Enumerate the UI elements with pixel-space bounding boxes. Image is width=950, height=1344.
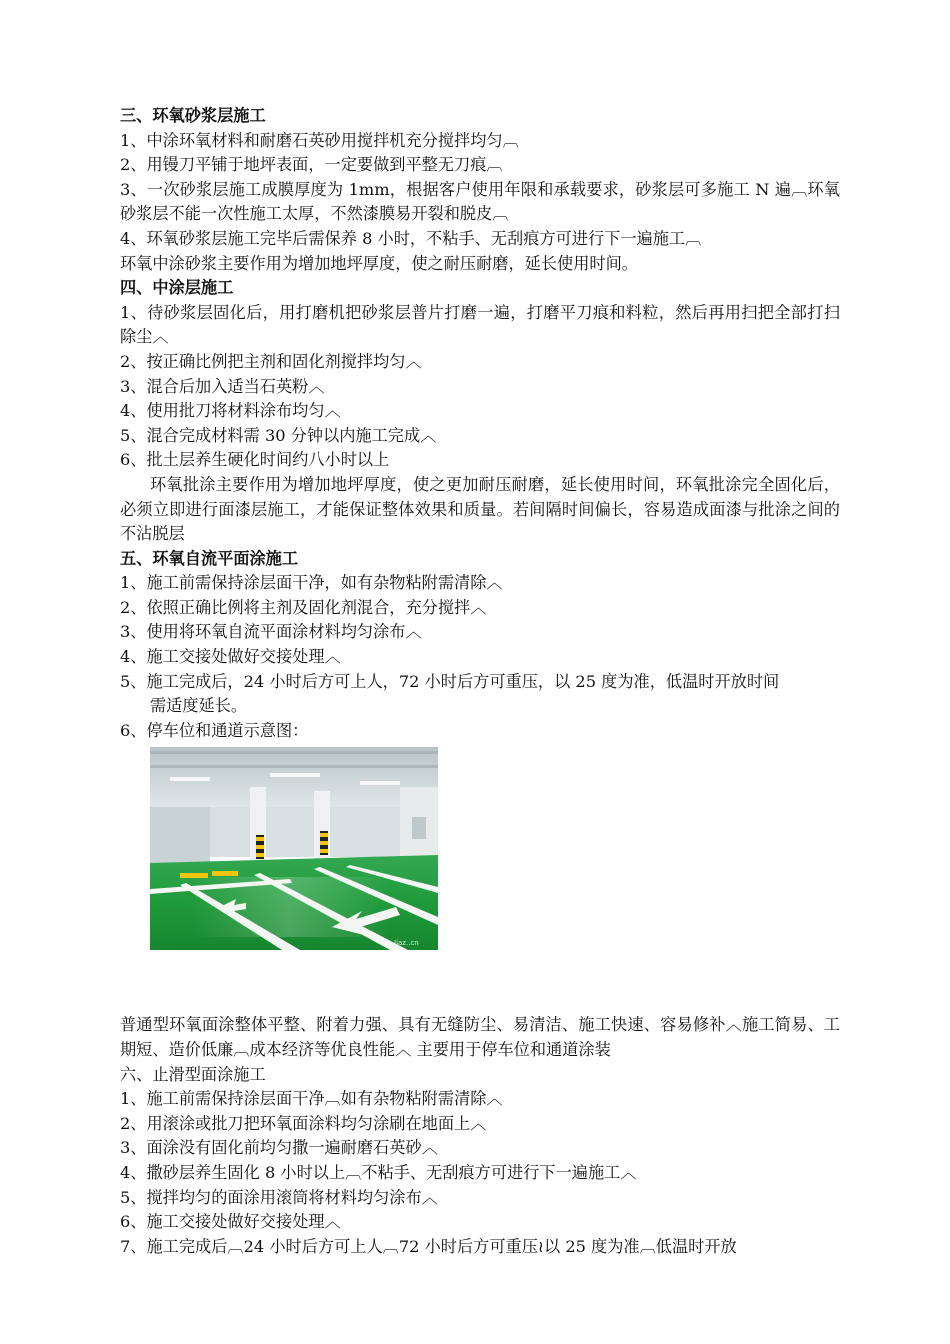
section-3-note: 环氧中涂砂浆主要作用为增加地坪厚度，使之耐压耐磨，延长使用时间。	[120, 253, 638, 273]
section-3-item-1: 1、中涂环氧材料和耐磨石英砂用搅拌机充分搅拌均匀︹	[120, 130, 519, 150]
section-3-item-2: 2、用镘刀平铺于地坪表面，一定要做到平整无刀痕︹	[120, 155, 503, 175]
section-5-item-6: 6、停车位和通道示意图：	[120, 720, 309, 740]
parking-photo-block	[120, 743, 840, 1013]
section-5-item-4: 4、施工交接处做好交接处理︿	[120, 647, 341, 667]
section-4-title: 四、中涂层施工	[120, 278, 234, 298]
section-4-item-6: 6、批土层养生硬化时间约八小时以上	[120, 450, 390, 470]
section-5-title: 五、环氧自流平面涂施工	[120, 548, 299, 568]
section-4-item-1: 1、待砂浆层固化后，用打磨机把砂浆层普片打磨一遍，打磨平刀痕和料粒，然后再用扫把全部打扫除尘︿	[120, 302, 840, 347]
section-6-title: 六、止滑型面涂施工	[120, 1064, 266, 1084]
section-5-item-5-continued: 需适度延长。	[150, 696, 248, 716]
section-6-item-5: 5、搅拌均匀的面涂用滚筒将材料均匀涂布︿	[120, 1187, 438, 1207]
section-6-item-2: 2、用滚涂或批刀把环氧面涂料均匀涂刷在地面上︿	[120, 1113, 487, 1133]
parking-garage-photo	[150, 747, 438, 950]
section-6-item-6: 6、施工交接处做好交接处理︿	[120, 1212, 341, 1232]
section-5-item-3: 3、使用将环氧自流平面涂材料均匀涂布︿	[120, 622, 422, 642]
photo-watermark: Jiaz..cn	[394, 939, 419, 948]
section-3-title: 三、环氧砂浆层施工	[120, 106, 266, 125]
section-6-item-7: 7、施工完成后︹24 小时后方可上人︹72 小时后方可重压≀以 25 度为准︹低温时开放	[120, 1236, 737, 1256]
section-6-item-1: 1、施工前需保持涂层面干净︹如有杂物粘附需清除︿	[120, 1089, 503, 1109]
section-6-item-3: 3、面涂没有固化前均匀撒一遍耐磨石英砂︿	[120, 1138, 438, 1158]
section-4-item-3: 3、混合后加入适当石英粉︿	[120, 376, 325, 396]
section-4-item-4: 4、使用批刀将材料涂布均匀︿	[120, 401, 341, 421]
section-5-note: 普通型环氧面涂整体平整、附着力强、具有无缝防尘、易清洁、施工快速、容易修补︿施工简易、工期短、造价低廉︹成本经济等优良性能︿ 主要用于停车位和通道涂装	[120, 1015, 840, 1060]
section-6-item-4: 4、撒砂层养生固化 8 小时以上︹不粘手、无刮痕方可进行下一遍施工︿	[120, 1163, 637, 1182]
section-5-item-1: 1、施工前需保持涂层面干净，如有杂物粘附需清除︿	[120, 573, 503, 593]
section-4-item-2: 2、按正确比例把主剂和固化剂搅拌均匀︿	[120, 351, 422, 371]
section-4-note: 环氧批涂主要作用为增加地坪厚度，使之更加耐压耐磨，延长使用时间，环氧批涂完全固化后，必须立即进行面漆层施工，才能保证整体效果和质量。若间隔时间偏长，容易造成面漆与批涂之间的不沾脱层	[120, 474, 840, 544]
document-page	[120, 104, 840, 1259]
section-5-item-2: 2、依照正确比例将主剂及固化剂混合，充分搅拌︿	[120, 597, 487, 617]
section-4-item-5: 5、混合完成材料需 30 分钟以内施工完成︿	[120, 425, 437, 445]
section-3-item-4: 4、环氧砂浆层施工完毕后需保养 8 小时，不粘手、无刮痕方可进行下一遍施工︹	[120, 228, 702, 248]
section-5-item-5: 5、施工完成后，24 小时后方可上人，72 小时后方可重压，以 25 度为准，低温时开放时间	[120, 671, 780, 691]
section-3-item-3: 3、一次砂浆层施工成膜厚度为 1mm，根据客户使用年限和承载要求，砂浆层可多施工 N 遍︹环氧砂浆层不能一次性施工太厚，不然漆膜易开裂和脱皮︹	[120, 179, 840, 224]
